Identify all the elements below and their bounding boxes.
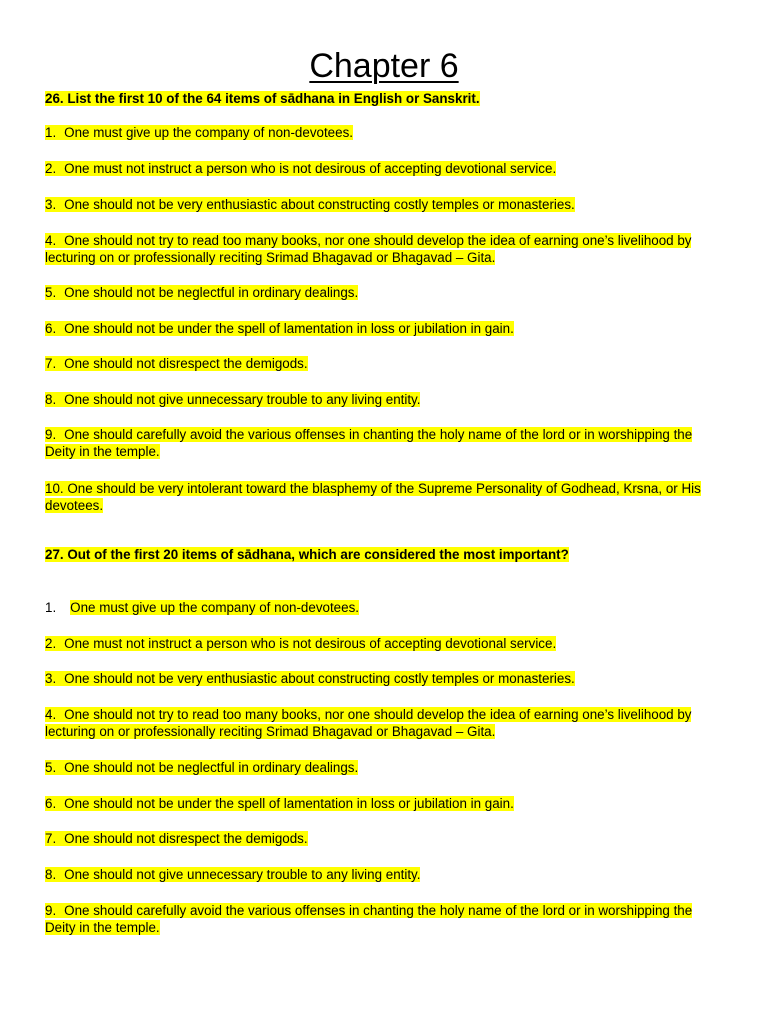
list-item: 9. One should carefully avoid the various offenses in chanting the holy name of the lord or in worshipping the Deity in the temple. (45, 903, 693, 935)
list-item: 6. One should not be under the spell of lamentation in loss or jubilation in gain. (45, 321, 514, 336)
list-item: 1. One must give up the company of non-devotees. (45, 600, 359, 615)
chapter-title: Chapter 6 (309, 47, 459, 85)
list-item: 8. One should not give unnecessary trouble to any living entity. (45, 392, 421, 407)
list-item: 5. One should not be neglectful in ordinary dealings. (45, 285, 359, 300)
list-item: 6. One should not be under the spell of lamentation in loss or jubilation in gain. (45, 796, 514, 811)
list-item: 7. One should not disrespect the demigods. (45, 831, 308, 846)
list-item: 3. One should not be very enthusiastic about constructing costly temples or monasteries. (45, 671, 575, 686)
list-item: 1. One must give up the company of non-devotees. (45, 125, 353, 140)
list-item: 10. One should be very intolerant toward the blasphemy of the Supreme Personality of Godhead, Krsna, or His devotees. (45, 481, 701, 513)
question-26: 26. List the first 10 of the 64 items of sādhana in English or Sanskrit. (45, 91, 480, 106)
list-item: 5. One should not be neglectful in ordinary dealings. (45, 760, 359, 775)
question-27: 27. Out of the first 20 items of sādhana, which are considered the most important? (45, 547, 569, 562)
list-item: 4. One should not try to read too many books, nor one should develop the idea of earning one’s livelihood by lecturing on or professionally reciting Srimad Bhagavad or Bhagavad – Gita. (45, 707, 692, 739)
list-item: 2. One must not instruct a person who is not desirous of accepting devotional service. (45, 161, 557, 176)
list-item: 3. One should not be very enthusiastic about constructing costly temples or monasteries. (45, 197, 575, 212)
list-item: 4. One should not try to read too many books, nor one should develop the idea of earning one’s livelihood by lecturing on or professionally reciting Srimad Bhagavad or Bhagavad – Gita. (45, 233, 692, 265)
list-item: 9. One should carefully avoid the various offenses in chanting the holy name of the lord or in worshipping the Deity in the temple. (45, 427, 693, 459)
list-item: 8. One should not give unnecessary trouble to any living entity. (45, 867, 421, 882)
list-item: 7. One should not disrespect the demigods. (45, 356, 308, 371)
list-item: 2. One must not instruct a person who is not desirous of accepting devotional service. (45, 636, 557, 651)
